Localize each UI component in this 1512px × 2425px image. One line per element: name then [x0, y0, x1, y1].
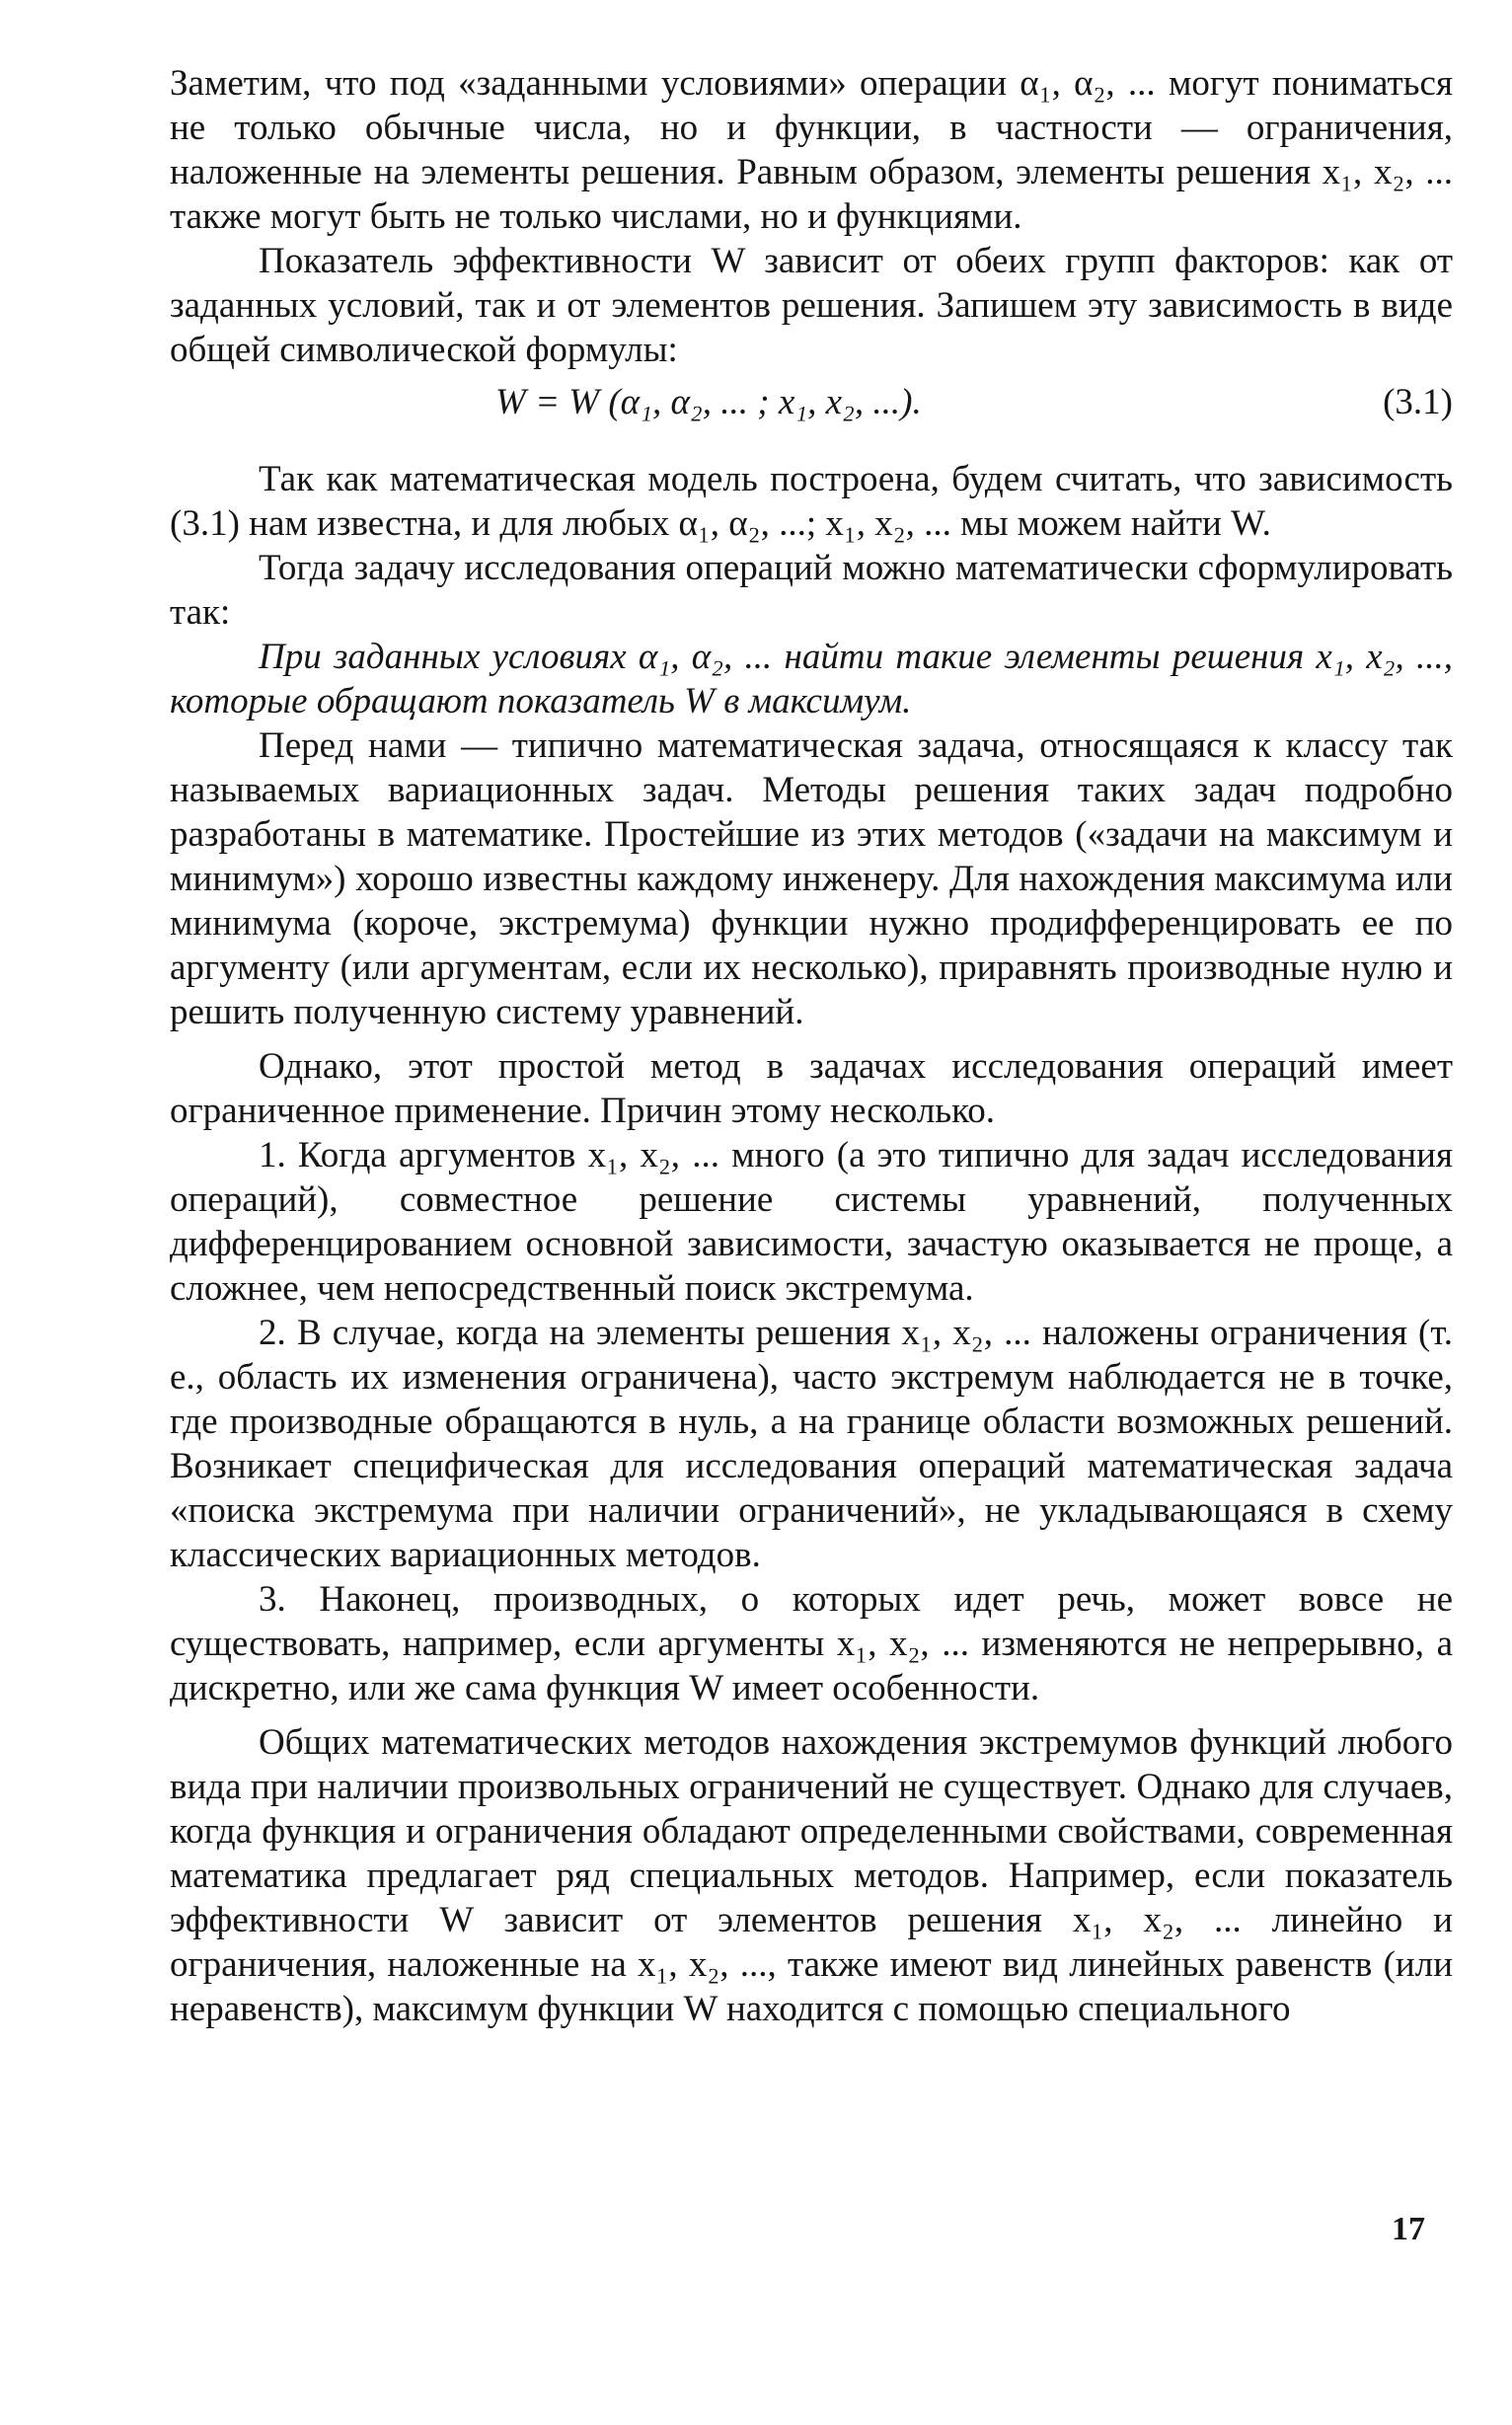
- paragraph-4: Тогда задачу исследования операций можно математически сформулировать так:: [170, 548, 1453, 633]
- paragraph-5-emphasis: При заданных условиях α₁, α₂, ... найти такие элементы решения x₁, x₂, ..., которые обращают показатель W в максимум.: [170, 637, 1453, 721]
- formula-row: [170, 380, 1453, 427]
- page-body: [170, 61, 1453, 2031]
- page-number: 17: [1392, 2211, 1425, 2247]
- formula-3-1: W = W (α₁, α₂, ... ; x₁, x₂, ...).: [495, 382, 922, 422]
- paragraph-1: Заметим, что под «заданными условиями» операции α₁, α₂, ... могут пониматься не только обычные числа, но и функции, в частности — ограничения, наложенные на элементы решения. Равным образом, элементы решения x₁, x₂, ... также могут быть не только числами, но и функциями.: [170, 63, 1453, 237]
- list-item-2: 2. В случае, когда на элементы решения x₁, x₂, ... наложены ограничения (т. е., область их изменения ограничена), часто экстремум наблюдается не в точке, где производные обращаются в нуль, а на границе области возможных решений. Возникает специфическая для исследования операций математическая задача «поиска экстремума при наличии ограничений», не укладывающаяся в схему классических вариационных методов.: [170, 1313, 1453, 1575]
- paragraph-2: Показатель эффективности W зависит от обеих групп факторов: как от заданных условий, так и от элементов решения. Запишем эту зависимость в виде общей символической формулы:: [170, 241, 1453, 370]
- paragraph-6: Перед нами — типично математическая задача, относящаяся к классу так называемых вариационных задач. Методы решения таких задач подробно разработаны в математике. Простейшие из этих методов («задачи на максимум и минимум») хорошо известны каждому инженеру. Для нахождения максимума или минимума (короче, экстремума) функции нужно продифференцировать ее по аргументу (или аргументам, если их несколько), приравнять производные нулю и решить полученную систему уравнений.: [170, 725, 1453, 1032]
- list-item-3: 3. Наконец, производных, о которых идет речь, может вовсе не существовать, например, если аргументы x₁, x₂, ... изменяются не непрерывно, а дискретно, или же сама функция W имеет особенности.: [170, 1579, 1453, 1708]
- paragraph-7: Однако, этот простой метод в задачах исследования операций имеет ограниченное применение. Причин этому несколько.: [170, 1046, 1453, 1131]
- paragraph-11: Общих математических методов нахождения экстремумов функций любого вида при наличии произвольных ограничений не существует. Однако для случаев, когда функция и ограничения обладают определенными свойствами, современная математика предлагает ряд специальных методов. Например, если показатель эффективности W зависит от элементов решения x₁, x₂, ... линейно и ограничения, наложенные на x₁, x₂, ..., также имеют вид линейных равенств (или неравенств), максимум функции W находится с помощью специального: [170, 1722, 1453, 2029]
- paragraph-3: Так как математическая модель построена, будем считать, что зависимость (3.1) нам известна, и для любых α₁, α₂, ...; x₁, x₂, ... мы можем найти W.: [170, 459, 1453, 544]
- equation-number: (3.1): [1383, 382, 1453, 422]
- list-item-1: 1. Когда аргументов x₁, x₂, ... много (а это типично для задач исследования операций), совместное решение системы уравнений, полученных дифференцированием основной зависимости, зачастую оказывается не проще, а сложнее, чем непосредственный поиск экстремума.: [170, 1135, 1453, 1309]
